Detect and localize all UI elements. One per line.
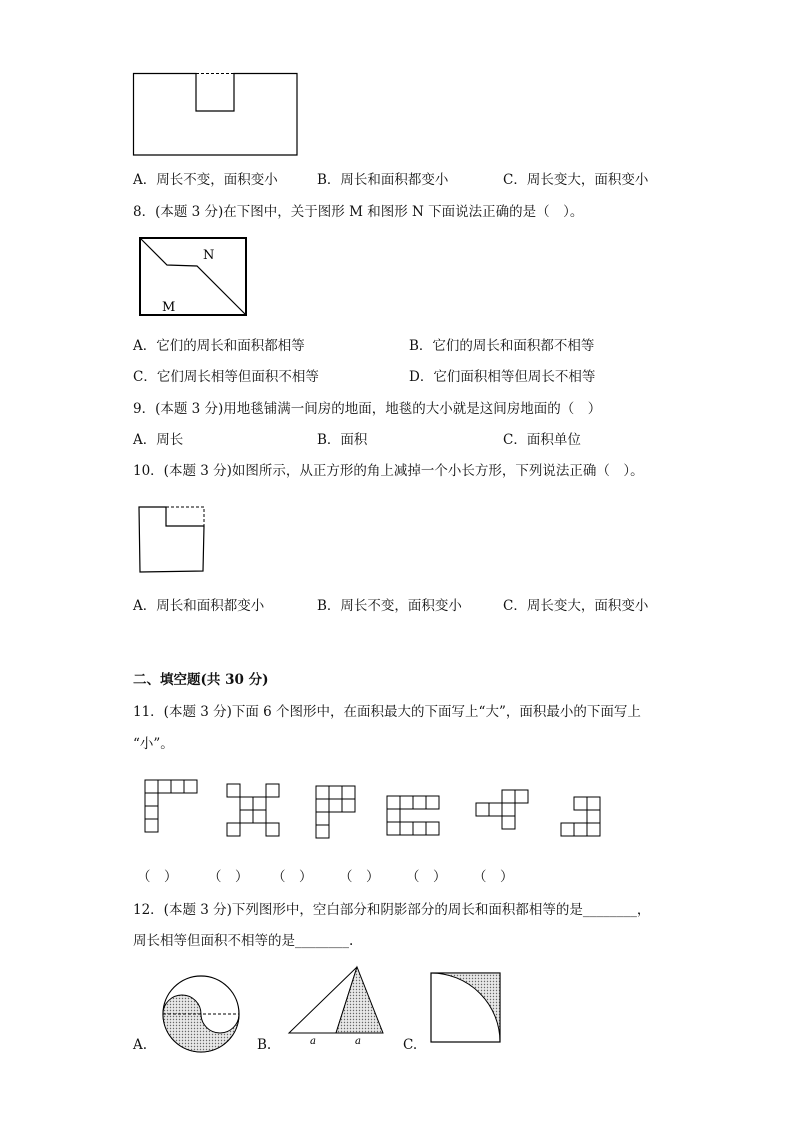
q11-blank-2[interactable]: （ ） — [208, 869, 249, 885]
q11-blank-5[interactable]: （ ） — [406, 869, 447, 885]
q12-label-a1: a — [310, 1036, 316, 1047]
q9-option-b: B．面积 — [317, 432, 368, 448]
q11-blank-1[interactable]: （ ） — [137, 869, 178, 885]
q12-figure-b — [286, 964, 390, 1046]
q9-option-a: A．周长 — [133, 432, 184, 448]
q12-label-b: B. — [257, 1037, 272, 1053]
q11-shape-3 — [316, 786, 360, 844]
q11-shape-4 — [387, 796, 445, 840]
q10-stem: 10．(本题 3 分)如图所示，从正方形的角上减掉一个小长方形，下列说法正确（ ）。 — [133, 463, 644, 479]
q12-figure-a — [160, 973, 244, 1057]
q7-figure — [130, 70, 302, 160]
q8-label-n: N — [203, 248, 215, 263]
q12-label-a: A. — [133, 1037, 148, 1053]
q12-label-a2: a — [355, 1036, 361, 1047]
q12-stem-line2: 周长相等但面积不相等的是________. — [133, 933, 354, 949]
q7-option-b: B．周长和面积都变小 — [317, 172, 449, 188]
q12-label-c: C. — [403, 1037, 418, 1053]
q9-stem: 9．(本题 3 分)用地毯铺满一间房的地面，地毯的大小就是这间房地面的（ ） — [133, 401, 602, 417]
q8-option-a: A．它们的周长和面积都相等 — [133, 338, 305, 354]
q8-stem: 8．(本题 3 分)在下图中，关于图形 M 和图形 N 下面说法正确的是（ ）。 — [133, 204, 584, 220]
q12-stem-line1: 12．(本题 3 分)下列图形中，空白部分和阴影部分的周长和面积都相等的是________， — [133, 902, 651, 918]
q11-shape-2 — [227, 784, 283, 840]
section-heading: 二、填空题(共 30 分) — [133, 672, 269, 688]
q11-shape-6 — [561, 797, 605, 841]
q11-shape-5 — [476, 790, 532, 834]
q11-blank-6[interactable]: （ ） — [473, 869, 514, 885]
q11-blank-4[interactable]: （ ） — [339, 869, 380, 885]
q11-blank-3[interactable]: （ ） — [272, 869, 313, 885]
q9-option-c: C．面积单位 — [503, 432, 581, 448]
q11-stem-line1: 11．(本题 3 分)下面 6 个图形中，在面积最大的下面写上“大”，面积最小的下面写上 — [133, 704, 641, 720]
q11-shape-1 — [145, 780, 203, 838]
q7-option-a: A．周长不变，面积变小 — [133, 172, 278, 188]
q8-option-c: C．它们周长相等但面积不相等 — [133, 369, 319, 385]
q8-label-m: M — [162, 300, 176, 315]
q10-option-b: B．周长不变，面积变小 — [317, 598, 462, 614]
q10-figure — [136, 504, 208, 576]
q10-option-c: C．周长变大，面积变小 — [503, 598, 649, 614]
q8-option-d: D．它们面积相等但周长不相等 — [409, 369, 596, 385]
q12-figure-c — [429, 971, 503, 1045]
q8-figure — [137, 235, 249, 319]
q8-option-b: B．它们的周长和面积都不相等 — [409, 338, 595, 354]
q10-option-a: A．周长和面积都变小 — [133, 598, 265, 614]
q11-stem-line2: “小”。 — [133, 736, 174, 752]
q7-option-c: C．周长变大，面积变小 — [503, 172, 649, 188]
